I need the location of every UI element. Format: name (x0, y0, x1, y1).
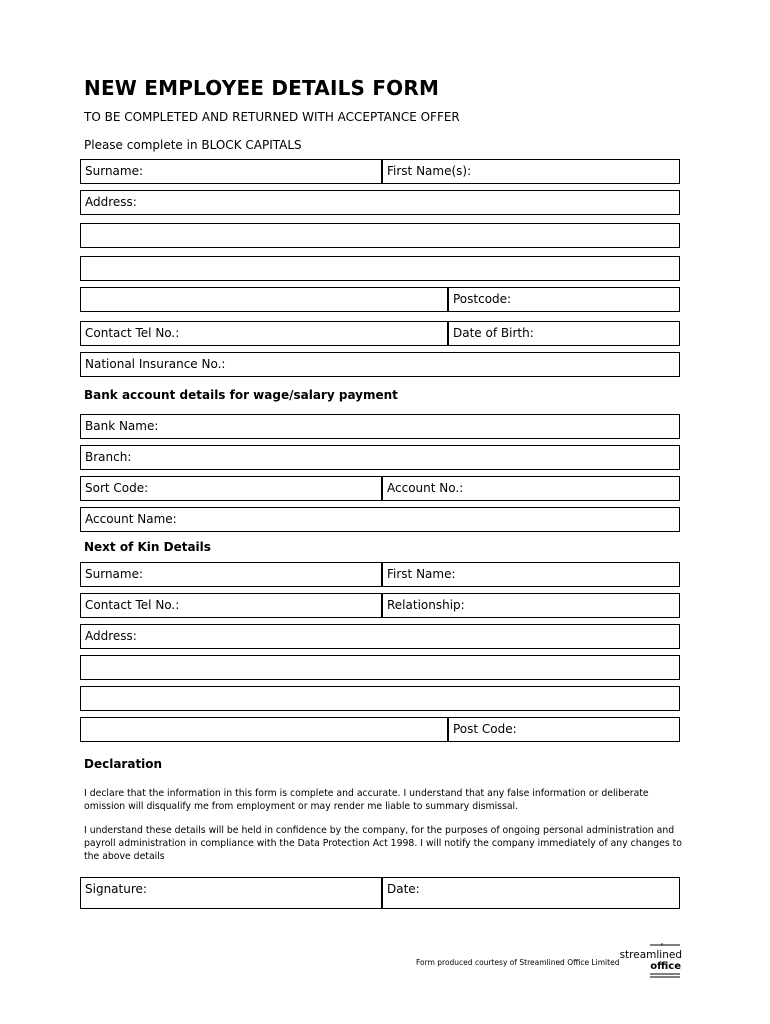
nok-postcode-label: Post Code: (453, 722, 517, 736)
ni-row (80, 352, 680, 377)
sort-code-label: Sort Code: (85, 481, 149, 495)
address-postcode-row (80, 287, 680, 312)
nok-contact-tel-field[interactable] (81, 594, 381, 617)
address-line-4[interactable] (81, 288, 447, 311)
logo-text-office: office (650, 961, 681, 972)
nok-address-line-4[interactable] (81, 718, 447, 741)
declaration-heading: Declaration (84, 757, 163, 771)
date-of-birth-field[interactable] (447, 322, 679, 345)
sort-account-row (80, 476, 680, 501)
surname-firstname-row (80, 159, 680, 184)
address-row (80, 190, 680, 215)
bank-name-field[interactable] (81, 415, 679, 438)
branch-row (80, 445, 680, 470)
form-subtitle: TO BE COMPLETED AND RETURNED WITH ACCEPTANCE OFFER (84, 110, 460, 124)
nok-first-name-field[interactable] (381, 563, 679, 586)
form-title: NEW EMPLOYEE DETAILS FORM (84, 76, 440, 100)
national-insurance-field[interactable] (81, 353, 679, 376)
nok-relationship-label: Relationship: (387, 598, 465, 612)
account-number-label: Account No.: (387, 481, 464, 495)
date-label: Date: (387, 882, 420, 896)
nok-first-name-label: First Name: (387, 567, 456, 581)
branch-label: Branch: (85, 450, 132, 464)
address-field[interactable] (81, 191, 679, 214)
address-label: Address: (85, 195, 137, 209)
bank-section-heading: Bank account details for wage/salary payment (84, 388, 398, 402)
postcode-field[interactable] (447, 288, 679, 311)
declaration-paragraph-1: I declare that the information in this form is complete and accurate. I understand that any false information or deliberate omission will disqualify me from employment or may render me liable to summary dismissal. (84, 788, 649, 812)
nok-relationship-field[interactable] (381, 594, 679, 617)
branch-field[interactable] (81, 446, 679, 469)
streamlined-office-logo (612, 943, 684, 979)
nok-surname-field[interactable] (81, 563, 381, 586)
nok-address-row (80, 624, 680, 649)
postcode-label: Postcode: (453, 292, 512, 306)
nok-contact-row (80, 593, 680, 618)
form-instruction: Please complete in BLOCK CAPITALS (84, 138, 302, 152)
signature-field[interactable] (81, 878, 381, 908)
nok-surname-label: Surname: (85, 567, 144, 581)
account-number-field[interactable] (381, 477, 679, 500)
footer-credit: Form produced courtesy of Streamlined Office Limited (416, 958, 620, 967)
nok-address-label: Address: (85, 629, 137, 643)
surname-field[interactable] (81, 160, 381, 183)
declaration-paragraph-2: I understand these details will be held in confidence by the company, for the purposes of ongoing personal administration and payroll administration in compliance with the Data Protection Act 1998. I will notify the company immediately of any changes to the above details (84, 825, 682, 862)
national-insurance-label: National Insurance No.: (85, 357, 226, 371)
contact-tel-label: Contact Tel No.: (85, 326, 180, 340)
date-of-birth-label: Date of Birth: (453, 326, 534, 340)
nok-address-field[interactable] (81, 625, 679, 648)
logo-text-streamlined: streamlined (619, 949, 682, 961)
first-name-field[interactable] (381, 160, 679, 183)
signature-date-row (80, 877, 680, 909)
contact-tel-field[interactable] (81, 322, 447, 345)
contact-dob-row (80, 321, 680, 346)
account-name-row (80, 507, 680, 532)
nok-name-row (80, 562, 680, 587)
nok-postcode-field[interactable] (447, 718, 679, 741)
nok-contact-tel-label: Contact Tel No.: (85, 598, 180, 612)
account-name-label: Account Name: (85, 512, 177, 526)
first-name-label: First Name(s): (387, 164, 472, 178)
next-of-kin-heading: Next of Kin Details (84, 540, 211, 554)
nok-address-postcode-row (80, 717, 680, 742)
date-field[interactable] (381, 878, 679, 908)
nok-address-line-2[interactable] (80, 655, 680, 680)
bank-name-row (80, 414, 680, 439)
account-name-field[interactable] (81, 508, 679, 531)
address-line-2[interactable] (80, 223, 680, 248)
address-line-3[interactable] (80, 256, 680, 281)
nok-address-line-3[interactable] (80, 686, 680, 711)
surname-label: Surname: (85, 164, 144, 178)
signature-label: Signature: (85, 882, 147, 896)
sort-code-field[interactable] (81, 477, 381, 500)
bank-name-label: Bank Name: (85, 419, 159, 433)
